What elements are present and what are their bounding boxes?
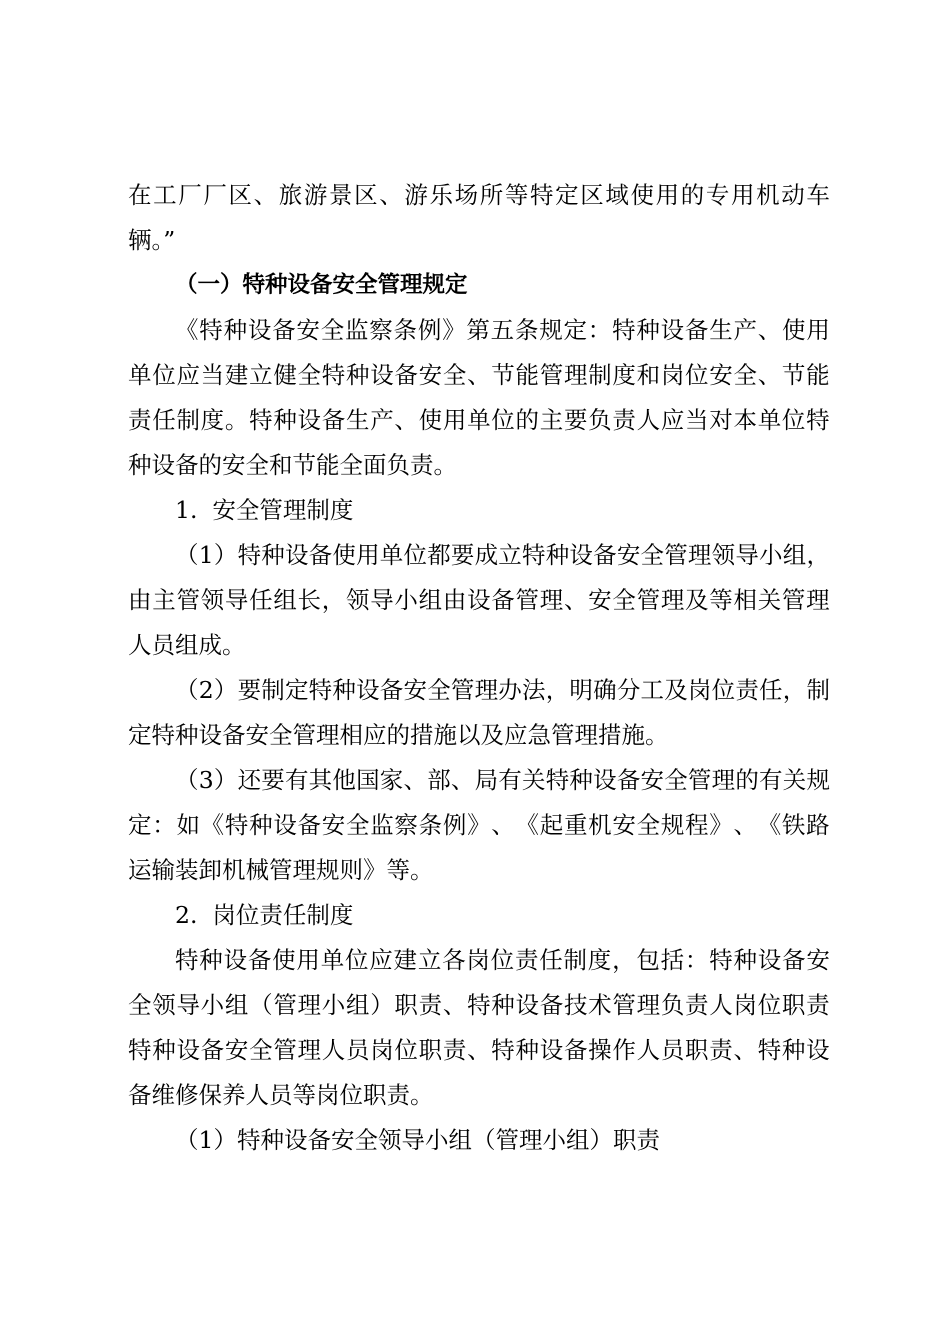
paragraph-line: （ 2 ） 要 制 定 特 种 设 备 安 全 管 理 办 法 ， 明 确 分 工 及 岗 位 责 任 ， 制: [175, 676, 830, 704]
paragraph-line: [128, 443, 830, 488]
paragraph-line: [128, 1118, 830, 1163]
line-text: （一）特种设备安全管理规定: [175, 272, 468, 298]
paragraph-line: 在 工 厂 厂 区 、 旅 游 景 区 、 游 乐 场 所 等 特 定 区 域 使 用 的 专 用 机 动 车: [128, 181, 830, 209]
paragraph-line: [128, 713, 830, 758]
line-text: 2. 岗位责任制度: [175, 901, 354, 929]
paragraph-line: （ 3 ） 还 要 有 其 他 国 家 、 部 、 局 有 关 特 种 设 备 安 全 管 理 的 有 关 规: [175, 766, 830, 794]
line-text: 运输装卸机械管理规则》等。: [128, 856, 434, 884]
line-text: 定特种设备安全管理相应的措施以及应急管理措施。: [128, 721, 669, 749]
line-text: 1. 安全管理制度: [175, 496, 354, 524]
paragraph-line: （ 1 ） 特 种 设 备 使 用 单 位 都 要 成 立 特 种 设 备 安 全 管 理 领 导 小 组 ，: [175, 541, 830, 569]
section-heading: [128, 263, 830, 308]
line-text: （1）特种设备安全领导小组（管理小组）职责: [175, 1126, 660, 1154]
document-body: [128, 173, 830, 1163]
paragraph-line: [128, 893, 830, 938]
paragraph-line: [128, 218, 830, 263]
paragraph-line: 责 任 制 度 。 特 种 设 备 生 产 、 使 用 单 位 的 主 要 负 责 人 应 当 对 本 单 位 特: [128, 406, 830, 434]
line-text: 辆。”: [128, 226, 176, 254]
line-text: 人员组成。: [128, 631, 246, 659]
paragraph-line: 特 种 设 备 安 全 管 理 人 员 岗 位 职 责 、 特 种 设 备 操 作 人 员 职 责 、 特 种 设: [128, 1036, 830, 1064]
paragraph-line: 定 ： 如 《 特 种 设 备 安 全 监 察 条 例 》 、 《 起 重 机 安 全 规 程 》 、 《 铁 路: [128, 811, 830, 839]
paragraph-line: 《 特 种 设 备 安 全 监 察 条 例 》 第 五 条 规 定 ： 特 种 设 备 生 产 、 使 用: [175, 316, 830, 344]
paragraph-line: [128, 488, 830, 533]
paragraph-line: 特 种 设 备 使 用 单 位 应 建 立 各 岗 位 责 任 制 度 ， 包 括 ： 特 种 设 备 安: [175, 946, 830, 974]
paragraph-line: [128, 623, 830, 668]
paragraph-line: 单 位 应 当 建 立 健 全 特 种 设 备 安 全 、 节 能 管 理 制 度 和 岗 位 安 全 、 节 能: [128, 361, 830, 389]
paragraph-line: [128, 848, 830, 893]
line-text: 种设备的安全和节能全面负责。: [128, 451, 457, 479]
paragraph-line: 由 主 管 领 导 任 组 长 ， 领 导 小 组 由 设 备 管 理 、 安 全 管 理 及 等 相 关 管 理: [128, 586, 830, 614]
line-text: 备维修保养人员等岗位职责。: [128, 1081, 434, 1109]
paragraph-line: [128, 1073, 830, 1118]
paragraph-line: 全 领 导 小 组 （ 管 理 小 组 ） 职 责 、 特 种 设 备 技 术 管 理 负 责 人 岗 位 职 责: [128, 991, 830, 1019]
